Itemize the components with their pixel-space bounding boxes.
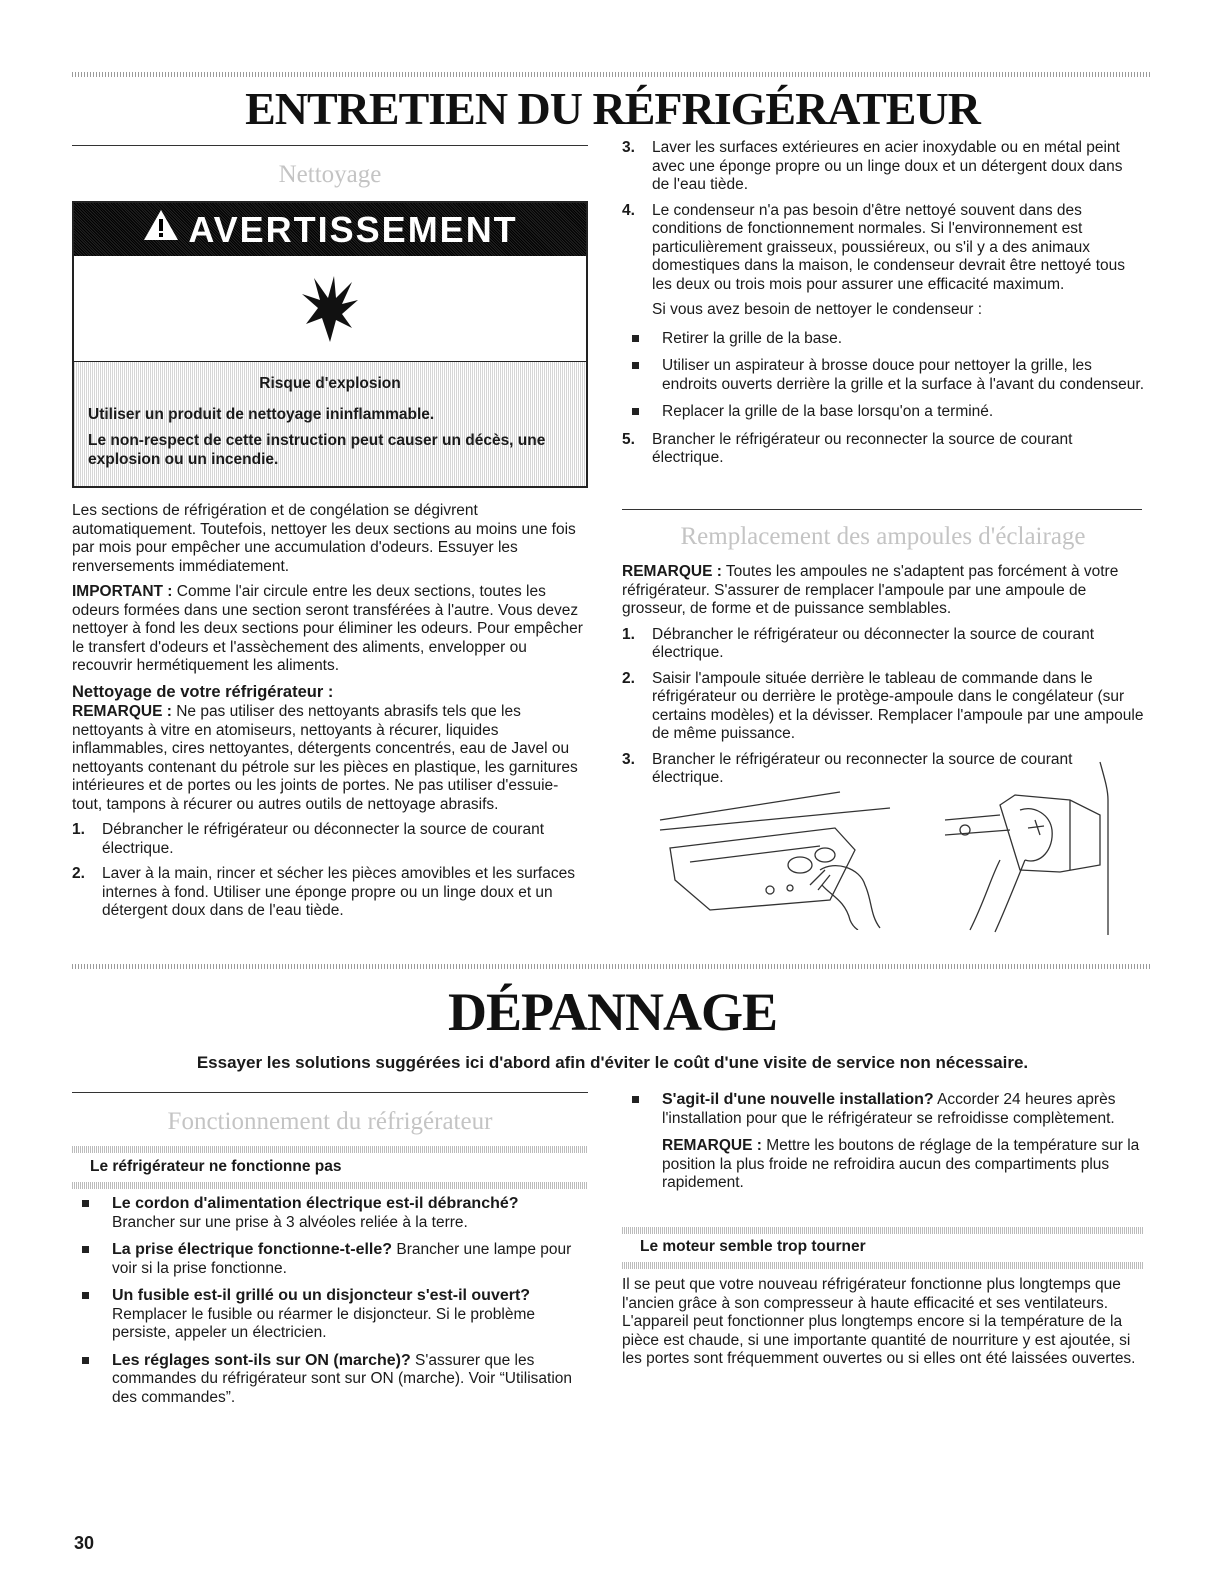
- not-running-bottom-bar: [72, 1182, 588, 1189]
- bullet-icon: [82, 1246, 89, 1253]
- howto-heading: Nettoyage de votre réfrigérateur :: [72, 682, 334, 701]
- left-column-text: [72, 502, 588, 928]
- remark-label: REMARQUE :: [72, 703, 172, 720]
- list-item: Le cordon d'alimentation électrique est-il débranché? Brancher sur une prise à 3 alvéoles reliée à la terre.: [72, 1195, 588, 1232]
- warning-line1: Utiliser un produit de nettoyage ininflammable.: [88, 406, 435, 423]
- not-running-heading: Le réfrigérateur ne fonctionne pas: [90, 1158, 342, 1175]
- bulbs-subtitle: Remplacement des ampoules d'éclairage: [680, 523, 1086, 550]
- not-running-items: [72, 1195, 588, 1407]
- right-column-text: [622, 139, 1144, 475]
- bullet-icon: [632, 362, 639, 369]
- motor-bottom-bar: [622, 1262, 1144, 1269]
- middle-dotted-rule: [72, 964, 1152, 969]
- warning-header-text: AVERTISSEMENT: [188, 208, 518, 250]
- maintenance-title: ENTRETIEN DU RÉFRIGÉRATEUR: [245, 83, 980, 134]
- list-item: 5. Brancher le réfrigérateur ou reconnecter la source de courant électrique.: [622, 430, 1073, 466]
- bulbs-section-rule: [622, 509, 1142, 510]
- bulbs-remark: [622, 563, 1144, 619]
- warning-header: [74, 203, 586, 256]
- list-item: 3. Laver les surfaces extérieures en acier inoxydable ou en métal peint avec une éponge propre ou un linge doux et un détergent doux dans de l'eau tiède.: [622, 139, 1123, 193]
- left-section-rule: [72, 145, 588, 146]
- list-item: 4. Le condenseur n'a pas besoin d'être nettoyé souvent dans des conditions de fonctionnement normales. Si l'environnement est particulièrement graisseux, poussiéreux, ou s'il y a des animaux domestiques dans la maison, le condenseur devrait être nettoyé tous les deux ou trois mois pour assurer une efficacité maximum.: [622, 201, 1126, 293]
- bullet-icon: [82, 1357, 89, 1364]
- list-item: 1. Débrancher le réfrigérateur ou déconnecter la source de courant électrique.: [622, 625, 1095, 661]
- operation-section-rule: [72, 1092, 588, 1093]
- list-item: S'agit-il d'une nouvelle installation? Accorder 24 heures après l'installation pour que le réfrigérateur se refroidisse complètement.: [622, 1091, 1144, 1128]
- bullet-icon: [632, 1096, 639, 1103]
- important-paragraph: [72, 583, 588, 676]
- condenser-intro: Si vous avez besoin de nettoyer le condenseur :: [652, 301, 983, 318]
- operation-subtitle: Fonctionnement du réfrigérateur: [167, 1108, 493, 1135]
- cleaning-subtitle: Nettoyage: [278, 161, 382, 188]
- list-item: 2. Laver à la main, rincer et sécher les pièces amovibles et les surfaces internes à fond. Utiliser une éponge propre ou un linge doux et un détergent doux dans de l'eau tiède.: [72, 865, 575, 919]
- new-install-items: [622, 1091, 1144, 1128]
- motor-top-bar: [622, 1227, 1144, 1234]
- important-text: Comme l'air circule entre les deux sections, toutes les odeurs formées dans une section seront transférées à l'autre. Vous devez nettoyer à fond les deux sections pour éliminer les odeurs. Pour empêcher le transfert d'odeurs et l'assèchement des aliments, envelopper ou recouvrir hermétiquement les aliments.: [72, 583, 583, 674]
- motor-text-block: [622, 1276, 1144, 1376]
- new-install-remark: REMARQUE : Mettre les boutons de réglage de la température sur la position la plus froide ne refroidira aucun des compartiments plus rapidement.: [662, 1137, 1140, 1191]
- cleaning-steps-right: [622, 139, 1144, 294]
- page-number: 30: [74, 1533, 95, 1553]
- list-item: 2. Saisir l'ampoule située derrière le tableau de commande dans le réfrigérateur ou derrière le protège-ampoule dans le congélateur (sur certains modèles) et la dévisser. Remplacer l'ampoule par une ampoule de même puissance.: [622, 669, 1144, 742]
- list-item: Utiliser un aspirateur à brosse douce pour nettoyer la grille, les endroits ouverts derrière la grille et la surface à l'avant du condenseur.: [622, 357, 1144, 394]
- list-item: La prise électrique fonctionne-t-elle? Brancher une lampe pour voir si la prise fonctionne.: [72, 1241, 588, 1278]
- cleaning-step5: [622, 431, 1144, 468]
- not-running-list-right: [622, 1091, 1144, 1200]
- bulbs-remark-text: Toutes les ampoules ne s'adaptent pas forcément à votre réfrigérateur. S'assurer de remplacer l'ampoule par une ampoule de grosseur, de forme et de puissance semblables.: [622, 563, 1119, 617]
- list-item: 3. Brancher le réfrigérateur ou reconnecter la source de courant électrique.: [622, 750, 1073, 786]
- top-dotted-rule: [72, 72, 1152, 77]
- freezer-bulb-illustration: [940, 760, 1125, 935]
- list-item: Replacer la grille de la base lorsqu'on a terminé.: [622, 403, 1144, 422]
- remark-text: Ne pas utiliser des nettoyants abrasifs tels que les nettoyants à vitre en atomiseurs, nettoyants à récurer, liquides inflammables, cires nettoyantes, détergents concentrés, eau de Javel ou nettoyants contenant du pétrole sur les pièces en plastique, les garnitures intérieures et de portes ou les joints de portes. Ne pas utiliser d'essuie-tout, tampons à récurer ou autres outils de nettoyage abrasifs.: [72, 703, 578, 813]
- motor-heading: Le moteur semble trop tourner: [640, 1238, 866, 1255]
- warning-triangle-icon: [142, 208, 180, 251]
- explosion-icon: [74, 256, 586, 362]
- list-item: Retirer la grille de la base.: [622, 330, 1144, 349]
- cleaning-steps-left: [72, 821, 588, 921]
- warning-box: [72, 201, 588, 488]
- list-item: 1. Débrancher le réfrigérateur ou déconnecter la source de courant électrique.: [72, 821, 545, 857]
- list-item: Les réglages sont-ils sur ON (marche)? S'assurer que les commandes du réfrigérateur sont sur ON (marche). Voir “Utilisation des commandes”.: [72, 1352, 588, 1408]
- not-running-top-bar: [72, 1146, 588, 1153]
- cleaning-intro: Les sections de réfrigération et de congélation se dégivrent automatiquement. Toutefois, nettoyer les deux sections au moins une fois par mois pour empêcher une accumulation d'odeurs. Essuyer les renversements immédiatement.: [72, 502, 576, 575]
- motor-text: Il se peut que votre nouveau réfrigérateur fonctionne plus longtemps que l'ancien grâce à son compresseur à haute efficacité et ses ventilateurs. L'appareil peut fonctionner plus longtemps encore si la température de la pièce est chaude, si une importante quantité de nourriture y est ajoutée, si les portes sont fréquemment ouvertes ou si elles ont été laissées ouvertes.: [622, 1276, 1136, 1367]
- control-panel-bulb-illustration: [650, 790, 895, 930]
- not-running-list-left: [72, 1195, 588, 1416]
- condenser-bullets: [622, 330, 1144, 422]
- troubleshooting-tagline: Essayer les solutions suggérées ici d'abord afin d'éviter le coût d'une visite de service non nécessaire.: [196, 1053, 1029, 1072]
- warning-line2: Le non-respect de cette instruction peut causer un décès, une explosion ou un incendie.: [88, 432, 546, 468]
- warning-body: [74, 362, 586, 486]
- warning-risk: Risque d'explosion: [259, 375, 401, 392]
- bullet-icon: [632, 408, 639, 415]
- remark-paragraph: [72, 703, 588, 814]
- bullet-icon: [82, 1200, 89, 1207]
- bulbs-remark-label: REMARQUE :: [622, 563, 722, 580]
- bullet-icon: [632, 335, 639, 342]
- bullet-icon: [82, 1292, 89, 1299]
- troubleshooting-title: DÉPANNAGE: [447, 982, 777, 1042]
- important-label: IMPORTANT :: [72, 583, 173, 600]
- list-item: Un fusible est-il grillé ou un disjoncteur s'est-il ouvert? Remplacer le fusible ou réarmer le disjoncteur. Si le problème persiste, appeler un électricien.: [72, 1287, 588, 1343]
